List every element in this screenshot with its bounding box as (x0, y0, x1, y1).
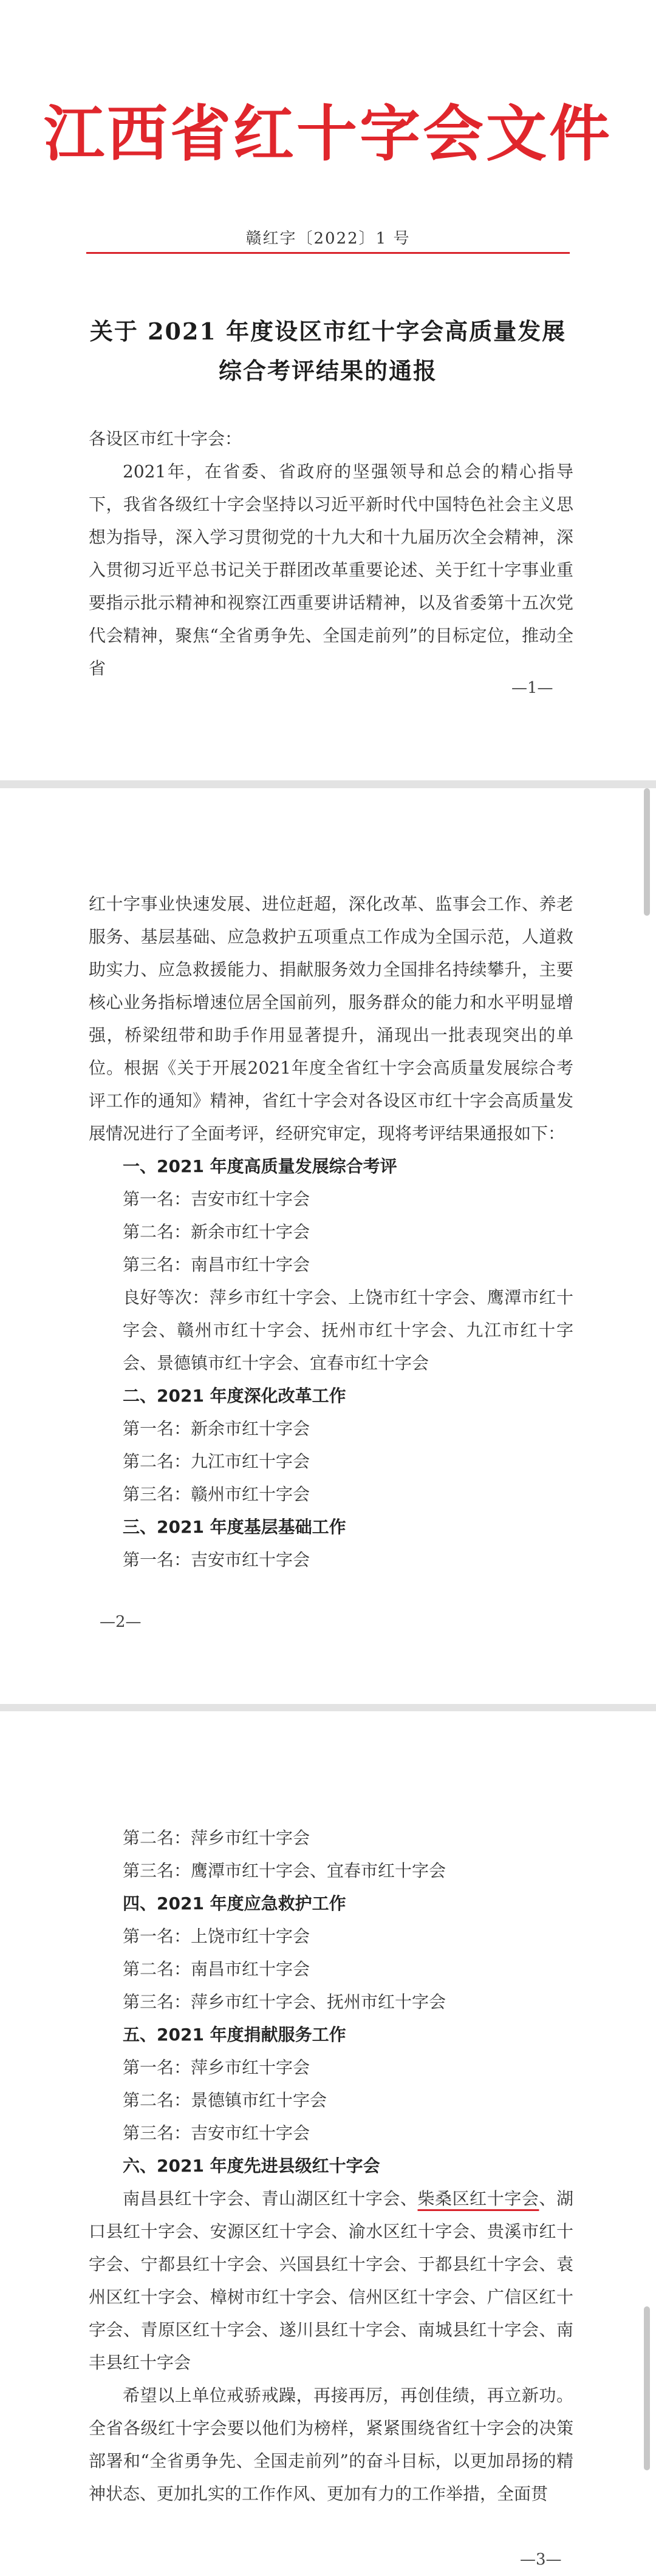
closing-paragraph: 希望以上单位戒骄戒躁，再接再厉，再创佳绩，再立新功。全省各级红十字会要以他们为榜样，紧紧围绕省红十字会的决策部署和“全省勇争先、全国走前列”的奋斗目标，以更加昂扬的精神状态、更加扎实的工作作风、更加有力的工作举措，全面贯 (89, 2385, 573, 2504)
ranking-item: 第三名：吉安市红十字会 (123, 2123, 310, 2143)
document-page-1 (0, 0, 656, 780)
section-heading: 一、2021 年度高质量发展综合考评 (123, 1156, 397, 1176)
ranking-item: 第三名：赣州市红十字会 (123, 1484, 310, 1504)
ranking-item: 第三名：鹰潭市红十字会、宜春市红十字会 (123, 1861, 446, 1881)
page-number: —2— (100, 1613, 142, 1631)
continuation-paragraph: 红十字事业快速发展、进位赶超，深化改革、监事会工作、养老服务、基层基础、应急救护五项重点工作成为全国示范，人道救助实力、应急救援能力、捐献服务效力全国排名持续攀升，主要核心业务指标增速位居全国前列，服务群众的能力和水平明显增强，桥梁纽带和助手作用显著提升，涌现出一批表现突出的单位。根据《关于开展2021年度全省红十字会高质量发展综合考评工作的通知》精神，省红十字会对各设区市红十字会高质量发展情况进行了全面考评，经研究审定，现将考评结果通报如下： (89, 894, 573, 1143)
ranking-item: 第二名：景德镇市红十字会 (123, 2090, 327, 2110)
county-list-paragraph (89, 2182, 573, 2379)
document-page-2 (0, 788, 656, 1704)
document-number: 赣红字〔2022〕1 号 (245, 230, 411, 248)
section-heading: 五、2021 年度捐献服务工作 (123, 2025, 346, 2045)
section-heading: 三、2021 年度基层基础工作 (123, 1517, 346, 1537)
page-number: —1— (511, 679, 553, 697)
intro-paragraph: 2021年，在省委、省政府的坚强领导和总会的精心指导下，我省各级红十字会坚持以习近平新时代中国特色社会主义思想为指导，深入学习贯彻党的十九大和十九届历次全会精神，深入贯彻习近平总书记关于群团改革重要论述、关于红十字事业重要指示批示精神和视察江西重要讲话精神，以及省委第十五次党代会精神，聚焦“全省勇争先、全国走前列”的目标定位，推动全省 (89, 462, 573, 678)
good-grade-item (89, 1281, 573, 1380)
ranking-item: 第二名：九江市红十字会 (123, 1451, 310, 1471)
section-heading: 四、2021 年度应急救护工作 (123, 1893, 346, 1913)
ranking-item: 第一名：萍乡市红十字会 (123, 2057, 310, 2077)
page-number: —3— (520, 2550, 562, 2569)
ranking-item: 第二名：新余市红十字会 (123, 1222, 310, 1242)
scrollbar-thumb[interactable] (644, 2306, 650, 2470)
highlighted-county: 柴桑区红十字会 (417, 2189, 539, 2209)
document-title-line-2: 综合考评结果的通报 (218, 357, 437, 384)
document-title-line-1: 关于 2021 年度设区市红十字会高质量发展 (89, 318, 567, 345)
section-heading: 二、2021 年度深化改革工作 (123, 1386, 346, 1406)
ranking-item: 第一名：吉安市红十字会 (123, 1189, 310, 1209)
ranking-item: 第三名：萍乡市红十字会、抚州市红十字会 (123, 1992, 446, 2012)
results-list-part-1 (89, 1150, 573, 1576)
ranking-item: 第二名：萍乡市红十字会 (123, 1828, 310, 1848)
ranking-item: 第二名：南昌市红十字会 (123, 1959, 310, 1979)
red-divider-line (86, 252, 570, 254)
ranking-item: 第一名：吉安市红十字会 (123, 1550, 310, 1570)
document-page-3 (0, 1711, 656, 2576)
page-2-paragraph-block (89, 888, 573, 1150)
section-heading: 六、2021 年度先进县级红十字会 (123, 2156, 380, 2176)
ranking-item: 第三名：南昌市红十字会 (123, 1255, 310, 1275)
county-list-rest: 、湖口县红十字会、安源区红十字会、渝水区红十字会、贵溪市红十字会、宁都县红十字会、兴国县红十字会、于都县红十字会、袁州区红十字会、樟树市红十字会、信州区红十字会、广信区红十字会、青原区红十字会、遂川县红十字会、南城县红十字会、南丰县红十字会 (89, 2189, 573, 2373)
results-list-part-2 (89, 1822, 573, 2182)
page-1-body (89, 423, 573, 685)
ranking-item: 第一名：新余市红十字会 (123, 1419, 310, 1439)
ranking-item: 第一名：上饶市红十字会 (123, 1926, 310, 1946)
salutation: 各设区市红十字会： (89, 429, 242, 449)
good-grade-text: 良好等次：萍乡市红十字会、上饶市红十字会、鹰潭市红十字会、赣州市红十字会、抚州市红十字会、九江市红十字会、景德镇市红十字会、宜春市红十字会 (123, 1287, 573, 1373)
document-masthead: 江西省红十字会文件 (44, 98, 612, 169)
scrollbar-thumb[interactable] (644, 788, 650, 916)
page-3-paragraph-block (89, 2182, 573, 2510)
county-list-start: 南昌县红十字会、青山湖区红十字会、 (123, 2189, 418, 2209)
